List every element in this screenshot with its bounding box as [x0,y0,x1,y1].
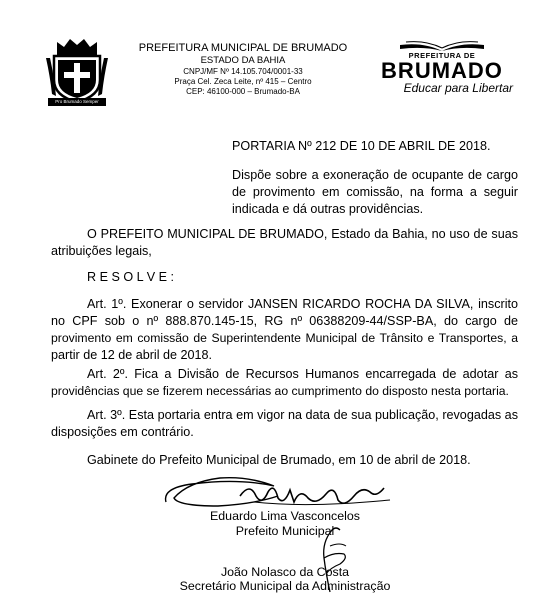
logo-city-text: BRUMADO [381,58,503,83]
crest-motto: Pro Brumado Semper [55,99,99,104]
article-2-line: providências que se fizerem necessárias ao cumprimento do disposto nesta portaria. [51,384,509,398]
mayor-role: Prefeito Municipal [235,524,335,538]
crest-icon [44,36,110,108]
brumado-logo [367,40,517,98]
cnpj-text: CNPJ/MF Nº 14.105.704/0001-33 [183,67,303,76]
address-text: Praça Cel. Zeca Leite, nº 415 – Centro [174,77,312,86]
article-2-line: Art. 2º. Fica a Divisão de Recursos Humanos encarregada de adotar as [87,367,518,381]
article-1-line: partir de 12 de abril de 2018. [51,348,213,362]
article-3-line: disposições em contrário. [51,425,194,439]
municipal-crest [44,36,110,108]
article-1-line: no CPF sob o nº 888.870.145-15, RG nº 06388209-44/SSP-BA, do cargo de [51,314,518,328]
logo-slogan-text: Educar para Libertar [403,81,513,95]
summary-line: indicada e dá outras providências. [232,202,424,216]
cep-text: CEP: 46100-000 – Brumado-BA [186,87,300,96]
preamble-line: atribuições legais, [51,244,152,258]
article-1-line: Art. 1º. Exonerar o servidor JANSEN RICARDO ROCHA DA SILVA, inscrito [87,297,518,311]
mayor-name: Eduardo Lima Vasconcelos [210,509,360,523]
secretary-name: João Nolasco da Costa [220,565,350,579]
article-1-line: provimento em comissão de Superintendente Municipal de Trânsito e Transportes, a [51,331,518,345]
closing-line: Gabinete do Prefeito Municipal de Brumado, em 10 de abril de 2018. [87,453,471,467]
resolve-heading: R E S O L V E : [87,270,175,284]
summary-line: Dispõe sobre a exoneração de ocupante de cargo [232,168,518,182]
secretary-role: Secretário Municipal da Administração [179,579,391,593]
summary-line: de provimento em comissão, na forma a seguir [232,185,518,199]
preamble-line: O PREFEITO MUNICIPAL DE BRUMADO, Estado da Bahia, no uso de suas [87,227,518,241]
logo-prefeitura-text: PREFEITURA DE [408,51,476,60]
article-3-line: Art. 3º. Esta portaria entra em vigor na data de sua publicação, revogadas as [87,408,518,422]
document-title: PORTARIA Nº 212 DE 10 DE ABRIL DE 2018. [232,139,491,153]
state-name: ESTADO DA BAHIA [200,55,286,66]
institution-name: PREFEITURA MUNICIPAL DE BRUMADO [138,42,348,54]
